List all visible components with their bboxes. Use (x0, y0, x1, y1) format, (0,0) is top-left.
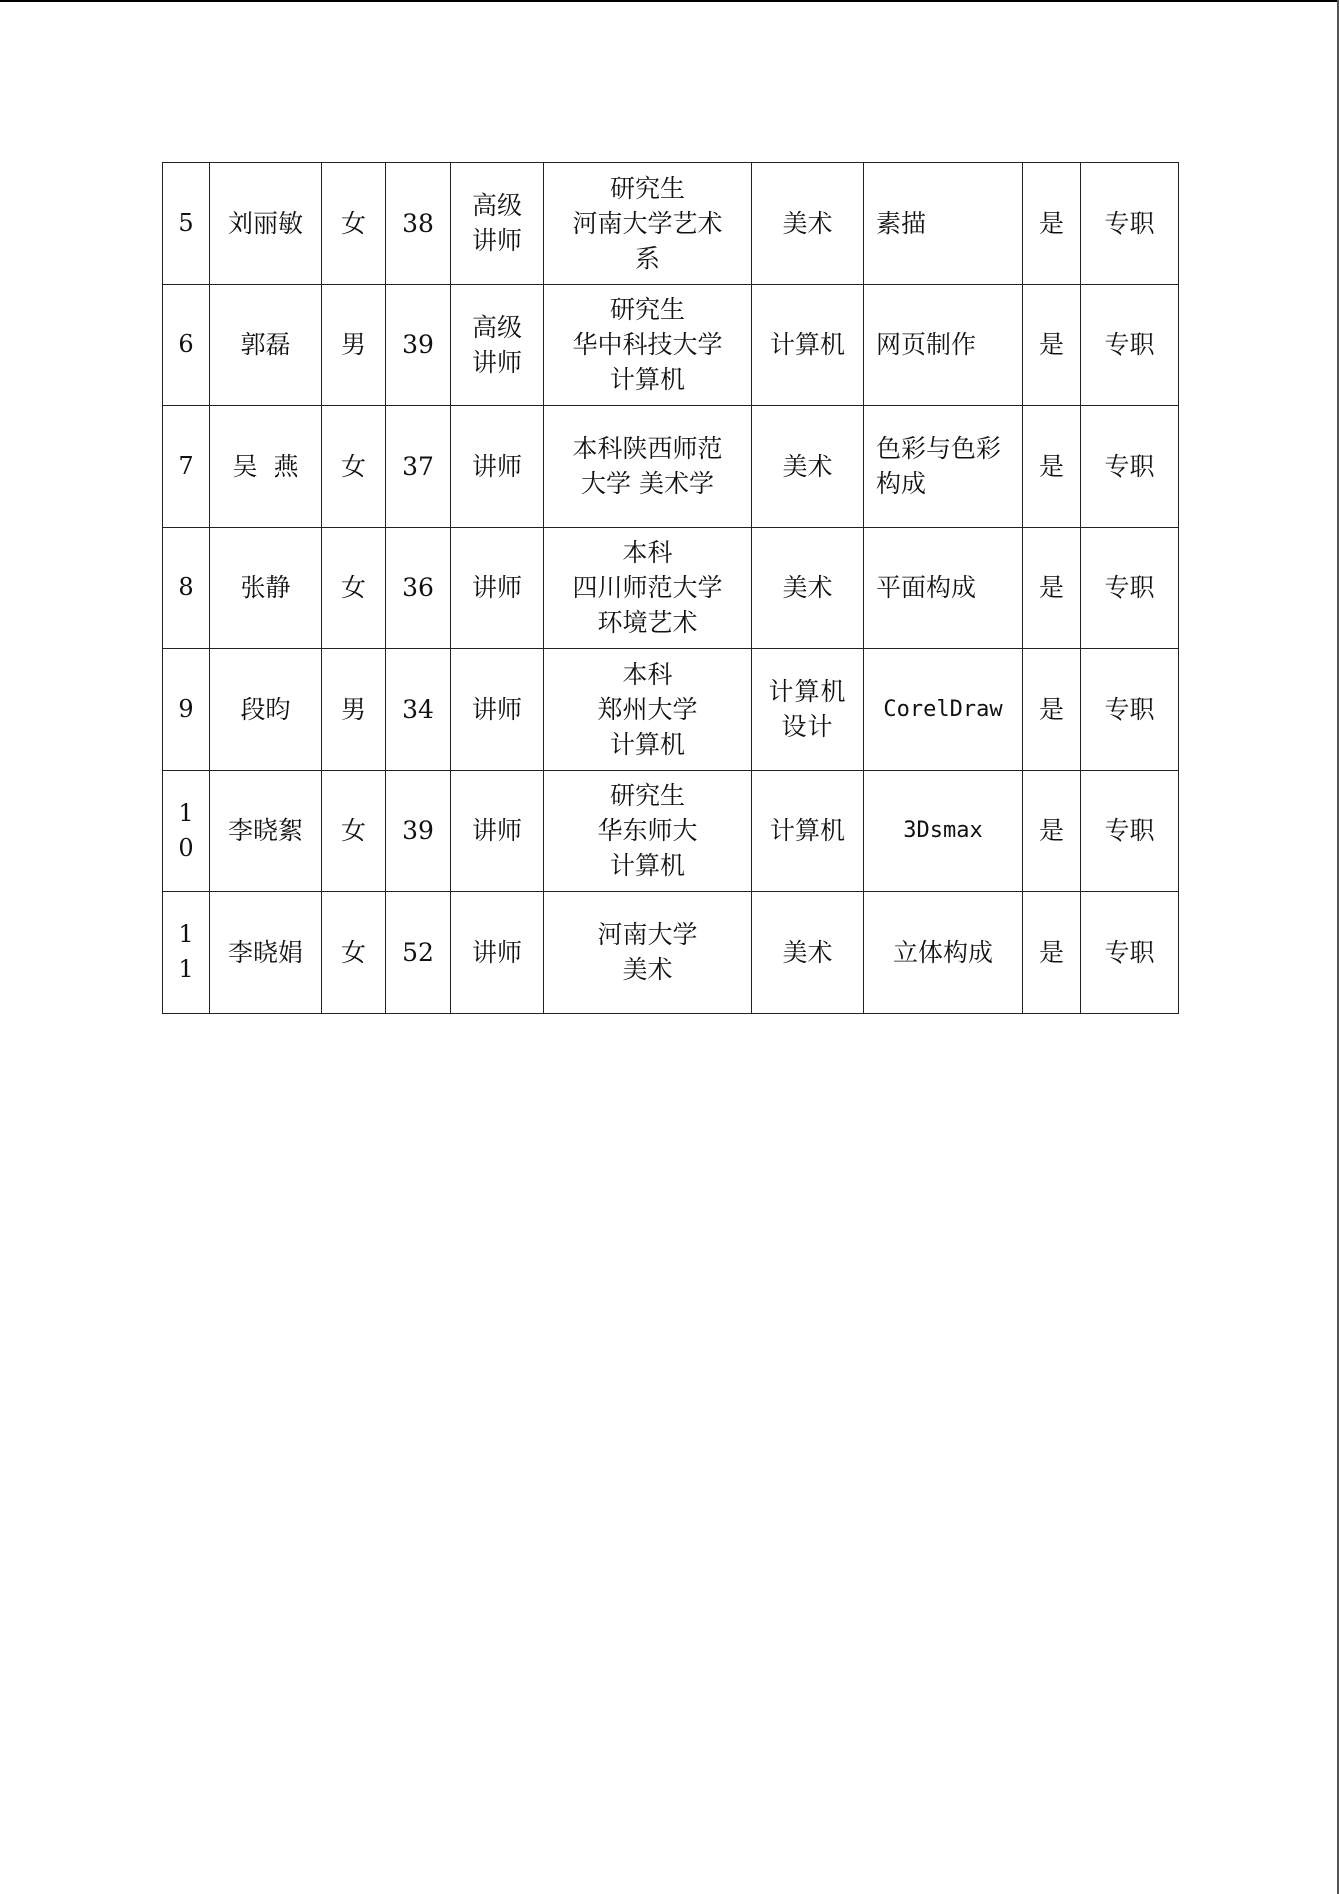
education: 本科陕西师范 大学 美术学 (544, 406, 752, 528)
major: 美术 (752, 163, 864, 285)
age: 36 (386, 527, 451, 649)
teacher-name: 刘丽敏 (210, 163, 322, 285)
age: 38 (386, 163, 451, 285)
education: 本科 四川师范大学 环境艺术 (544, 527, 752, 649)
job-title: 高级 讲师 (451, 284, 544, 406)
qualified: 是 (1023, 284, 1081, 406)
gender: 女 (322, 892, 386, 1014)
table-row (163, 527, 1179, 649)
job-title: 高级 讲师 (451, 163, 544, 285)
course: CorelDraw (864, 649, 1023, 771)
gender: 女 (322, 406, 386, 528)
course: 素描 (864, 163, 1023, 285)
employment-type: 专职 (1081, 163, 1179, 285)
major: 美术 (752, 406, 864, 528)
qualified: 是 (1023, 163, 1081, 285)
row-number: 9 (163, 649, 210, 771)
gender: 女 (322, 770, 386, 892)
gender: 男 (322, 284, 386, 406)
age: 39 (386, 770, 451, 892)
education: 研究生 华中科技大学 计算机 (544, 284, 752, 406)
major: 计算机 (752, 770, 864, 892)
employment-type: 专职 (1081, 284, 1179, 406)
education: 本科 郑州大学 计算机 (544, 649, 752, 771)
row-number: 5 (163, 163, 210, 285)
employment-type: 专职 (1081, 649, 1179, 771)
qualified: 是 (1023, 770, 1081, 892)
age: 37 (386, 406, 451, 528)
course: 网页制作 (864, 284, 1023, 406)
job-title: 讲师 (451, 527, 544, 649)
gender: 女 (322, 163, 386, 285)
employment-type: 专职 (1081, 770, 1179, 892)
qualified: 是 (1023, 406, 1081, 528)
course: 色彩与色彩 构成 (864, 406, 1023, 528)
course: 3Dsmax (864, 770, 1023, 892)
major: 计算机 设计 (752, 649, 864, 771)
row-number: 1 0 (163, 770, 210, 892)
age: 39 (386, 284, 451, 406)
gender: 男 (322, 649, 386, 771)
education: 研究生 河南大学艺术 系 (544, 163, 752, 285)
table-row (163, 892, 1179, 1014)
job-title: 讲师 (451, 406, 544, 528)
row-number: 8 (163, 527, 210, 649)
job-title: 讲师 (451, 649, 544, 771)
education: 河南大学 美术 (544, 892, 752, 1014)
teacher-name: 李晓絮 (210, 770, 322, 892)
qualified: 是 (1023, 527, 1081, 649)
qualified: 是 (1023, 892, 1081, 1014)
teacher-name: 吴 燕 (210, 406, 322, 528)
major: 美术 (752, 527, 864, 649)
row-number: 7 (163, 406, 210, 528)
age: 52 (386, 892, 451, 1014)
course: 平面构成 (864, 527, 1023, 649)
table-row (163, 406, 1179, 528)
row-number: 6 (163, 284, 210, 406)
teacher-name: 郭磊 (210, 284, 322, 406)
teacher-name: 张静 (210, 527, 322, 649)
teacher-name: 李晓娟 (210, 892, 322, 1014)
table-row (163, 649, 1179, 771)
teacher-name: 段昀 (210, 649, 322, 771)
qualified: 是 (1023, 649, 1081, 771)
job-title: 讲师 (451, 770, 544, 892)
row-number: 1 1 (163, 892, 210, 1014)
staff-table (162, 162, 1179, 1014)
course: 立体构成 (864, 892, 1023, 1014)
education: 研究生 华东师大 计算机 (544, 770, 752, 892)
table-row (163, 284, 1179, 406)
page-top-border (0, 0, 1339, 2)
gender: 女 (322, 527, 386, 649)
employment-type: 专职 (1081, 406, 1179, 528)
age: 34 (386, 649, 451, 771)
job-title: 讲师 (451, 892, 544, 1014)
major: 计算机 (752, 284, 864, 406)
employment-type: 专职 (1081, 892, 1179, 1014)
employment-type: 专职 (1081, 527, 1179, 649)
table-row (163, 770, 1179, 892)
major: 美术 (752, 892, 864, 1014)
table-row (163, 163, 1179, 285)
